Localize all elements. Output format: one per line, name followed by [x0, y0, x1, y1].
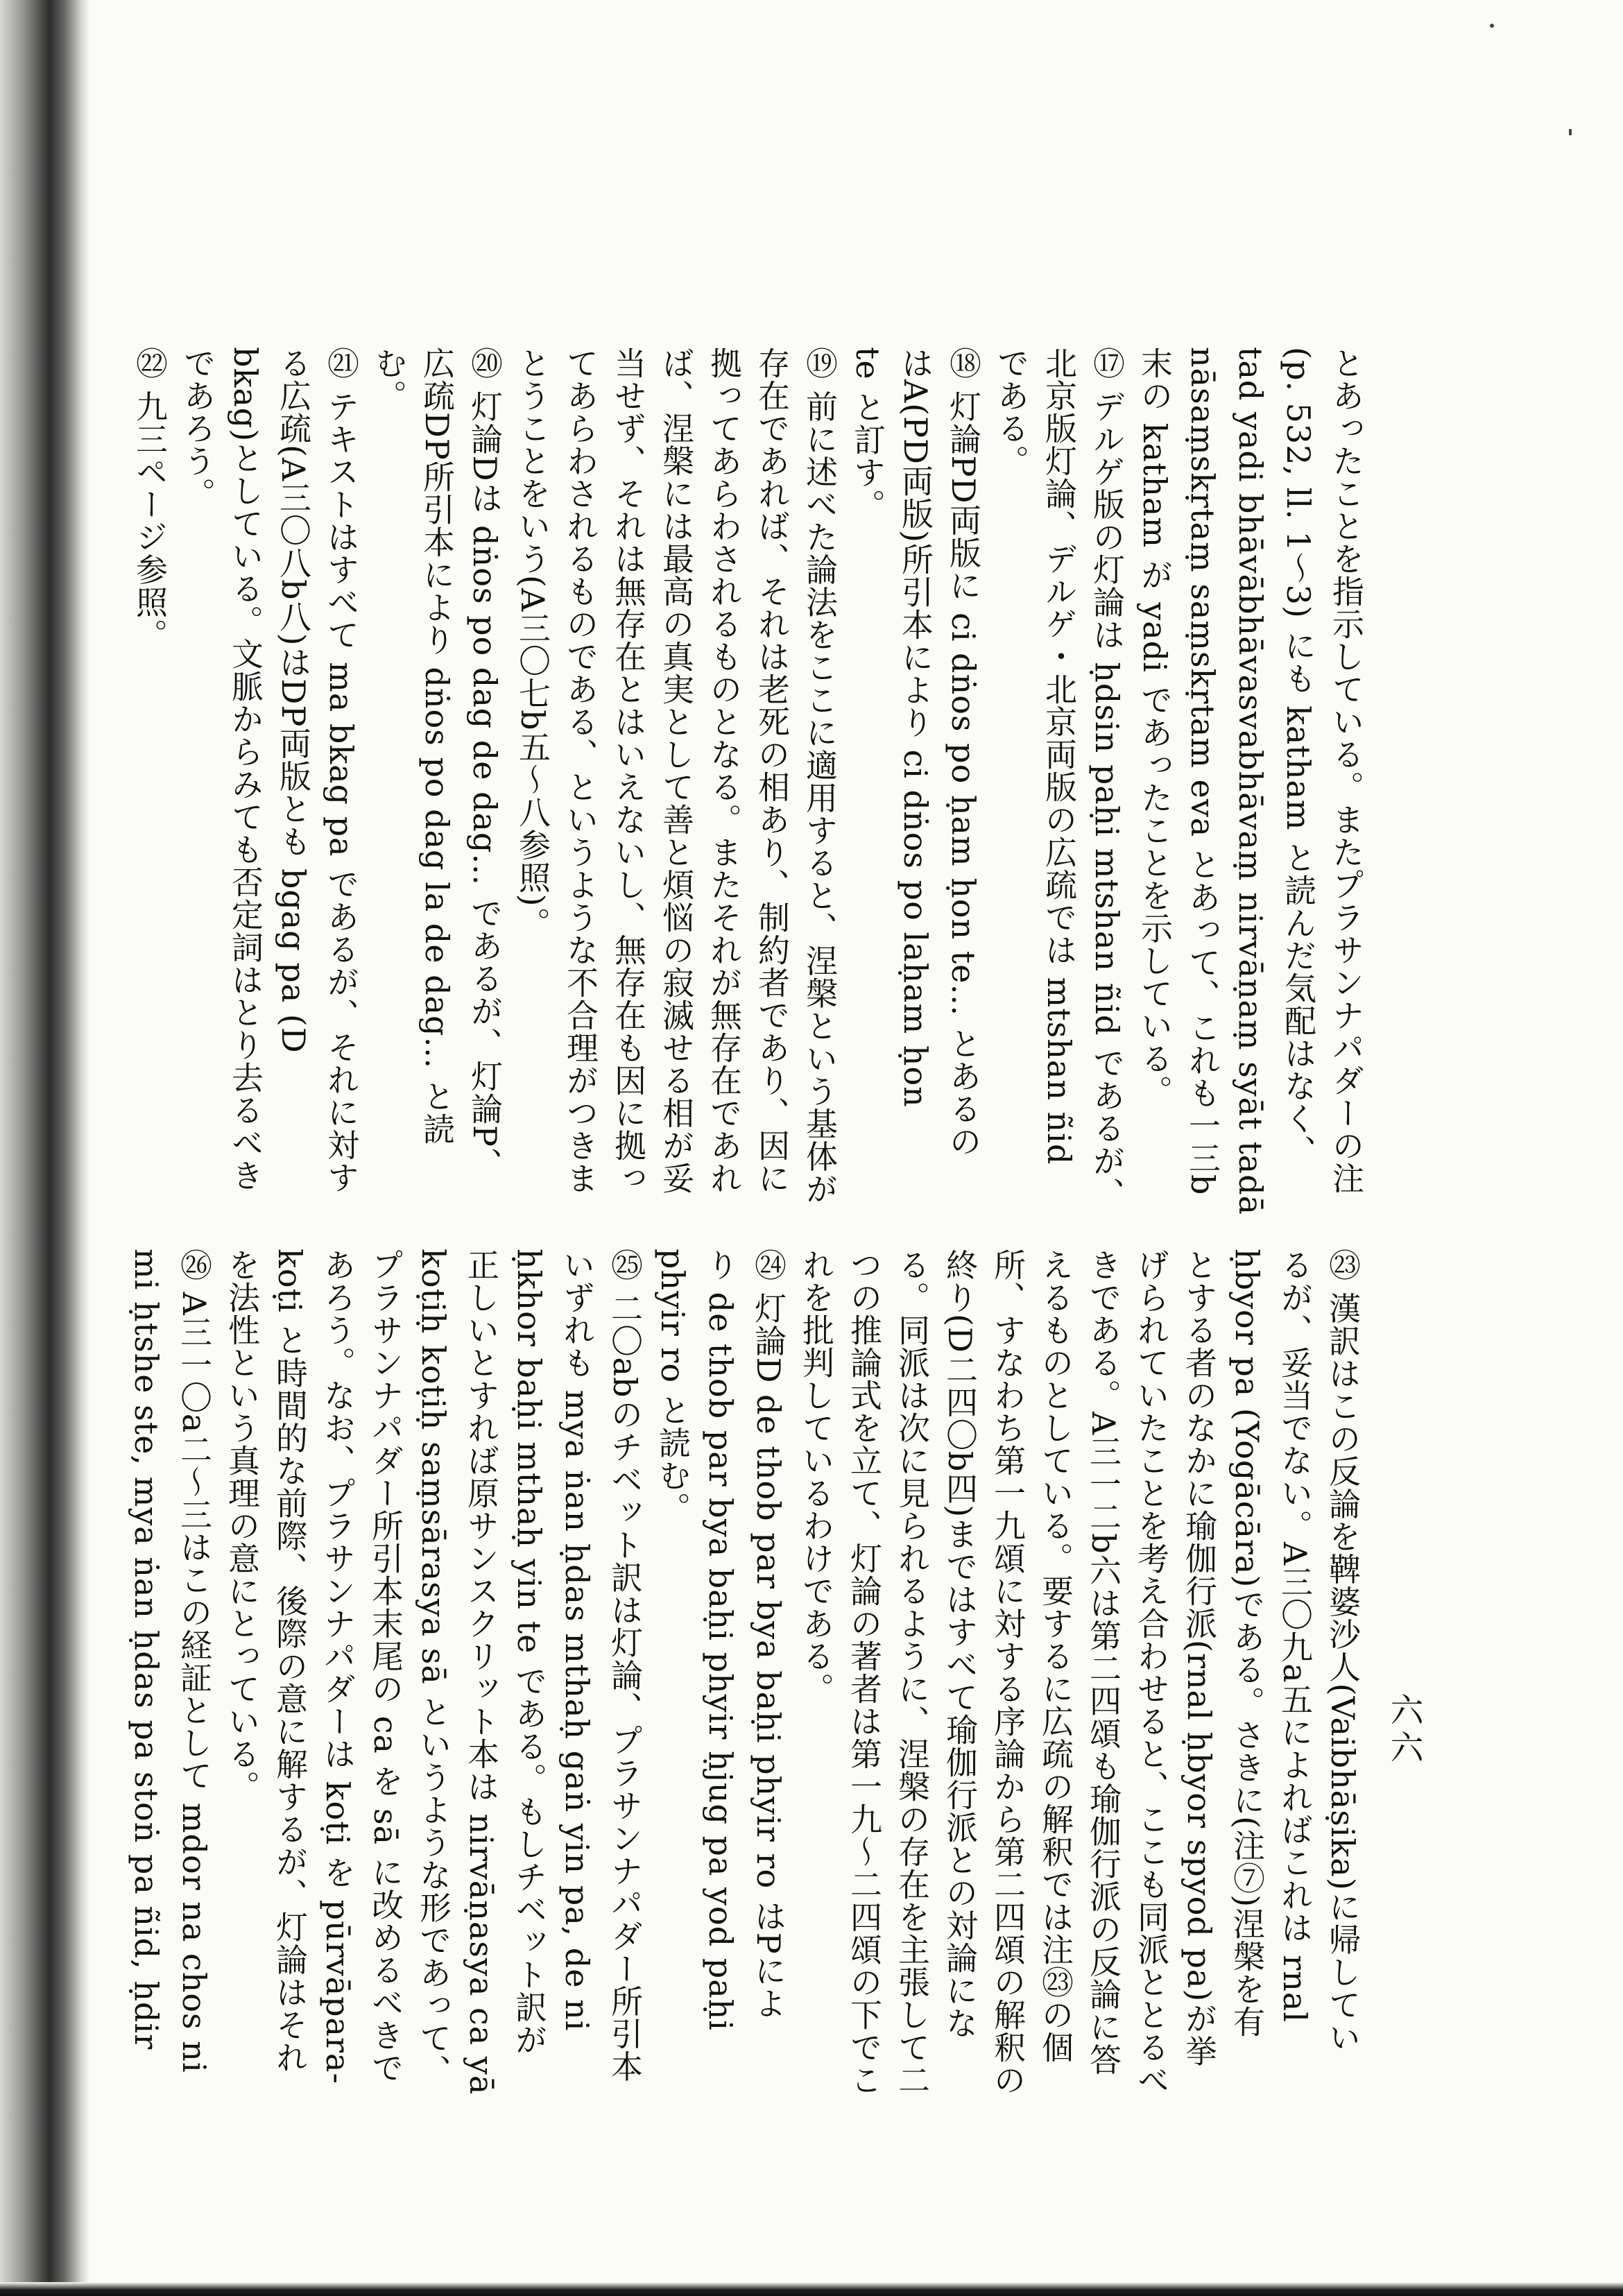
- note-line: れを批判しているわけである。: [798, 1249, 835, 1705]
- note-line: ⑰ デルゲ版の灯論は ḥdsin paḥi mtshan ñid であるが、: [1088, 347, 1126, 1210]
- note-line: を法性という真理の意にとっている。: [223, 1249, 261, 1803]
- note-line: phyir ro と読む。: [654, 1249, 692, 1525]
- note-line: げられていたことを考え合わせると、ここも同派ととるべ: [1133, 1249, 1170, 2096]
- note-line: る。同派は次に見られるように、涅槃の存在を主張して二: [893, 1249, 931, 2096]
- note-line: 当せず、それは無存在とはいえないし、無存在も因に拠っ: [610, 347, 647, 1194]
- book-binding-shadow: [0, 0, 90, 2296]
- note-line: tad yadi bhāvābhāvasvabhāvaṃ nirvāṇaṃ syāt tadā: [1232, 347, 1269, 1216]
- page-number: 六六: [1384, 1693, 1423, 1767]
- note-line: とする者のなかに瑜伽行派(rnal ḥbyor spyod pa)が挙: [1180, 1249, 1218, 2068]
- note-line: ⑳ 灯論Dは dṅos po dag de dag… であるが、灯論P、: [466, 347, 504, 1181]
- note-line: te と訂す。: [849, 347, 886, 522]
- note-line: 末の katham が yadi であったことを示している。: [1136, 347, 1174, 1108]
- notes-block-bottom: [122, 1249, 1366, 2136]
- note-line: きである。A三一二b六は第二四頌も瑜伽行派の反論に答: [1085, 1249, 1122, 2076]
- note-line: 終り(D二四〇b四)まではすべて瑜伽行派との対論にな: [941, 1249, 979, 2040]
- page-bottom-edge: [0, 2282, 1623, 2296]
- note-line: り de thob par bya baḥi phyir ḥjug pa yod paḥi: [702, 1249, 739, 2031]
- note-line: プラサンナパダー所引本末尾の ca を sā に改めるべきで: [367, 1249, 404, 2084]
- note-line: koṭiḥ koṭiḥ saṃsārasya sā というような形であって、: [415, 1249, 452, 2087]
- scan-speck: [1490, 24, 1494, 28]
- note-line: (p. 532, ll. 1〜3) にも katham と読んだ気配はなく、: [1280, 347, 1317, 1168]
- note-line: ㉔ 灯論D de thob par bya baḥi phyir ro はPによ: [750, 1249, 787, 2020]
- note-line: 広疏DP所引本により dṅos po dag la de dag… と読: [418, 347, 456, 1146]
- note-line: はA(PD両版)所引本により ci dṅos po laḥam ḥon: [897, 347, 934, 1108]
- note-line: mi ḥtshe ste, mya ṅan ḥdas pa stoṅ pa ñid, ḥdir: [128, 1249, 165, 2050]
- note-line: いずれも mya ṅan ḥdas mthaḥ gaṅ yin pa, de ni: [558, 1249, 596, 2032]
- note-line: ㉑ テキストはすべて ma bkag pa であるが、それに対す: [323, 347, 360, 1194]
- note-line: ḥkhor baḥi mthaḥ yin te である。もしチベット訳が: [510, 1249, 548, 2056]
- note-line: えるものとしている。要するに広疏の解釈では注㉓の個: [1037, 1249, 1074, 2064]
- note-line: ㉕ 二〇abのチベット訳は灯論、プラサンナパダー所引本: [606, 1249, 644, 2083]
- note-line: ば、涅槃には最高の真実として善と煩悩の寂滅せる相が妥: [658, 347, 695, 1194]
- note-line: る広疏(A三〇八b八)はDP両版とも bgag pa (D: [275, 347, 312, 1054]
- notes-block-top: [126, 347, 1370, 1216]
- note-line: ㉓ 漢訳はこの反論を鞞婆沙人(Vaibhāṣika)に帰してい: [1324, 1249, 1362, 2054]
- note-line: てあらわされるものである、というような不合理がつきま: [562, 347, 599, 1194]
- note-line: bkag)としている。文脈からみても否定詞はとり去るべき: [227, 347, 264, 1192]
- note-line: ㉒ 九三ページ参照。: [131, 347, 169, 651]
- note-line: である。: [993, 347, 1030, 477]
- note-line: ㉖ A三一〇a二〜三はこの経証として mdor na chos ni: [175, 1249, 213, 2073]
- note-line: ⑱ 灯論PD両版に ci dṅos po ḥam ḥon te… とあるの: [945, 347, 982, 1158]
- note-line: であろう。: [179, 347, 216, 510]
- note-line: 正しいとすれば原サンスクリット本は nirvāṇasya ca yā: [463, 1249, 500, 2096]
- note-line: ⑲ 前に述べた論法をここに適用すると、涅槃という基体が: [801, 347, 839, 1206]
- scan-speck: [1569, 129, 1572, 135]
- note-line: とうことをいう(A三〇七b五〜八参照)。: [514, 347, 551, 940]
- note-line: あろう。なお、プラサンナパダーは koṭi を pūrvāpara-: [319, 1249, 357, 2084]
- note-line: とあったことを指示している。またプラサンナパダーの注: [1328, 347, 1365, 1194]
- note-line: koṭi と時間的な前際、後際の意に解するが、灯論はそれ: [271, 1249, 309, 2074]
- note-line: 北京版灯論、デルゲ・北京両版の広疏では mtshan ñid: [1040, 347, 1078, 1165]
- note-line: nāsaṃskṛtaṃ saṃskṛtam eva とあって、これも一三b: [1184, 347, 1221, 1196]
- note-line: 拠ってあらわされるものとなる。またそれが無存在であれ: [705, 347, 743, 1194]
- note-line: つの推論式を立て、灯論の著者は第一九〜二四頌の下でこ: [845, 1249, 883, 2096]
- note-line: ḥbyor pa (Yogācāra)である。さきに(注⑦)涅槃を有: [1228, 1249, 1266, 2039]
- note-line: む。: [370, 347, 408, 412]
- note-line: るが、妥当でない。A三〇九a五によればこれは rnal: [1276, 1249, 1314, 2023]
- note-line: 所、すなわち第一九頌に対する序論から第二四頌の解釈の: [989, 1249, 1027, 2096]
- note-line: 存在であれば、それは老死の相あり、制約者であり、因に: [753, 347, 791, 1194]
